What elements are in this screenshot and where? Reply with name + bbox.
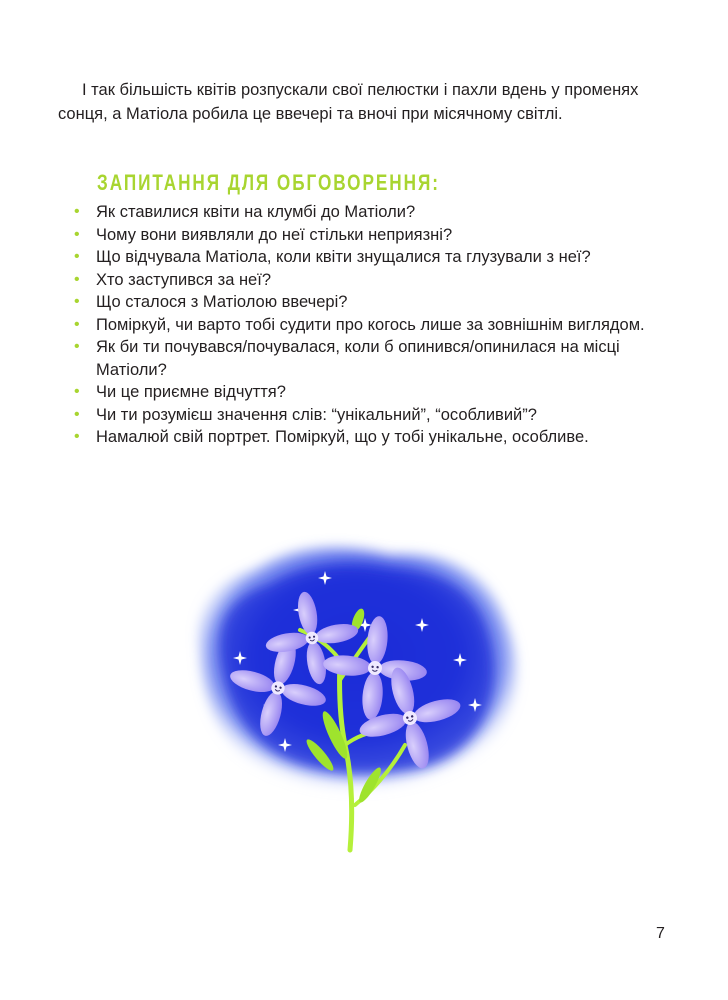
list-item [74, 314, 674, 337]
question-text: Як ставилися квіти на клумбі до Матіоли? [96, 203, 416, 221]
bullet: • [74, 338, 80, 355]
bullet: • [74, 428, 80, 445]
question-text: Чи ти розумієш значення слів: “унікальний”, “особливий”? [96, 405, 537, 424]
bullet: • [74, 248, 80, 265]
question-text: Поміркуй, чи варто тобі судити про когось лише за зовнішнім виглядом. [96, 315, 645, 334]
question-text: Намалюй свій портрет. Поміркуй, що у тобі унікальне, особливе. [96, 428, 589, 446]
list-item [74, 426, 674, 449]
page-number: 7 [656, 925, 665, 942]
question-text: Хто заступився за неї? [96, 270, 271, 289]
question-list [74, 201, 674, 449]
list-item [74, 246, 674, 269]
bullet: • [74, 203, 80, 220]
bullet: • [74, 315, 80, 333]
bullet: • [74, 225, 80, 243]
discussion-heading: ЗАПИТАННЯ ДЛЯ ОБГОВОРЕННЯ: [97, 170, 440, 195]
question-text: Що відчувала Матіола, коли квіти знущалися та глузували з неї? [96, 248, 591, 266]
list-item [74, 201, 674, 224]
list-item [74, 269, 674, 292]
bullet: • [74, 270, 80, 288]
question-text: Що сталося з Матіолою ввечері? [96, 293, 348, 311]
question-text: Чому вони виявляли до неї стільки неприязні? [96, 225, 453, 244]
bullet: • [74, 405, 80, 423]
list-item [74, 224, 674, 247]
list-item [74, 336, 674, 381]
question-text: Чи це приємне відчуття? [96, 383, 286, 401]
intro-paragraph: І так більшість квітів розпускали свої пелюстки і пахли вдень у променях сонця, а Матіола робила це ввечері та вночі при місячному світлі. [58, 81, 639, 123]
question-text: Як би ти почувався/почувалася, коли б опинився/опинилася на місці Матіоли? [96, 338, 620, 379]
bullet: • [74, 293, 80, 310]
list-item [74, 381, 674, 404]
bullet: • [74, 383, 80, 400]
list-item [74, 404, 674, 427]
night-flower-illustration [160, 530, 540, 870]
list-item [74, 291, 674, 314]
